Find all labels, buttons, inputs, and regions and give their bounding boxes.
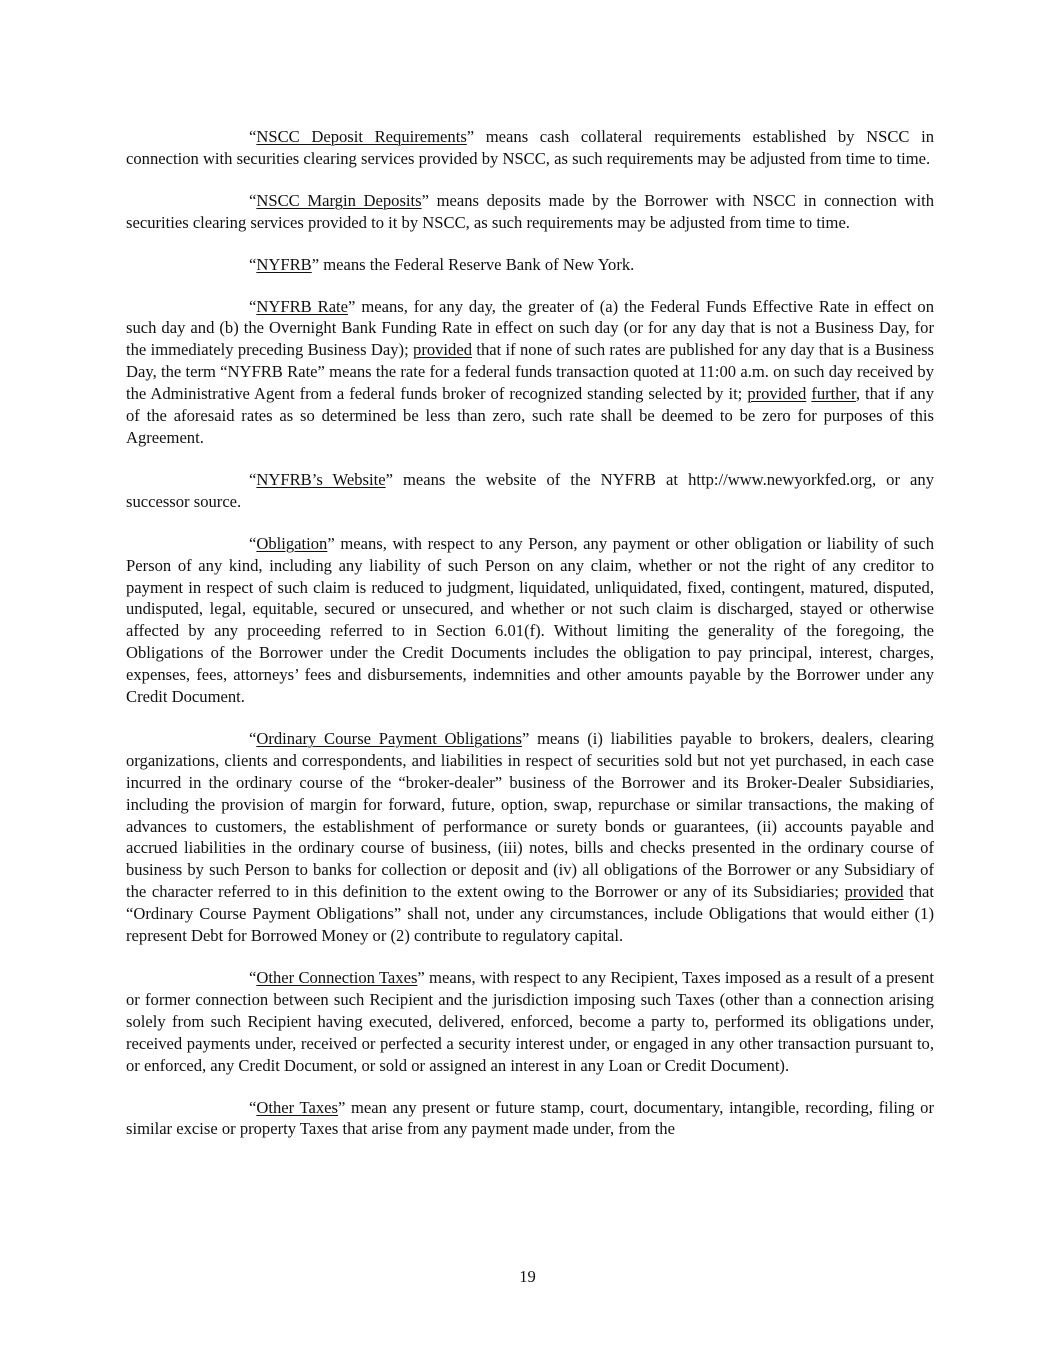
definition-text: ” means, for any day, the greater of (a) the Federal Funds Effective Rate in effect on such day and (b) the Overnight Bank Funding Rate in effect on such day (or for any day that is not a Business Day, for the immediately preceding Business Day); bbox=[126, 296, 934, 360]
definition-text: ” means deposits made by the Borrower with NSCC in connection with securities clearing services provided to it by NSCC, as such requirements may be adjusted from time to time. bbox=[126, 190, 934, 232]
defined-term: Obligation bbox=[256, 533, 328, 553]
defined-term: Other Taxes bbox=[256, 1097, 338, 1117]
definition-text: ” means the website of the NYFRB at http://www.newyorkfed.org, or any successor source. bbox=[126, 469, 934, 511]
definition-text: ” means, with respect to any Person, any payment or other obligation or liability of such Person of any kind, including any liability of such Person on any claim, whether or not the right of any creditor to payment in respect of such claim is reduced to judgment, liquidated, unliquidated, fixed, contingent, matured, disputed, undisputed, legal, equitable, secured or unsecured, and whether or not such claim is discharged, stayed or otherwise affected by any proceeding referred to in Section 6.01(f). Without limiting the generality of the foregoing, the Obligations of the Borrower under the Credit Documents includes the obligation to pay principal, interest, charges, expenses, fees, attorneys’ fees and disbursements, indemnities and other amounts payable by the Borrower under any Credit Document. bbox=[126, 533, 934, 707]
definition-text: ” means (i) liabilities payable to brokers, dealers, clearing organizations, clients and correspondents, and liabilities in respect of securities sold but not yet purchased, in each case incurred in the ordinary course of the “broker-dealer” business of the Borrower and its Broker-Dealer Subsidiaries, including the provision of margin for forward, future, option, swap, repurchase or similar transactions, the making of advances to customers, the establishment of performance or surety bonds or guarantees, (ii) accounts payable and accrued liabilities in the ordinary course of business, (iii) notes, bills and checks presented in the ordinary course of business by such Person to banks for collection or deposit and (iv) all obligations of the Borrower or any Subsidiary of the character referred to in this definition to the extent owing to the Borrower or any of its Subsidiaries; bbox=[126, 728, 934, 902]
definition-text: “ bbox=[249, 254, 257, 274]
definition-text: ” means, with respect to any Recipient, Taxes imposed as a result of a present or former connection between such Recipient and the jurisdiction imposing such Taxes (other than a connection arising solely from such Recipient having executed, delivered, enforced, become a party to, performed its obligations under, received payments under, received or perfected a security interest under, or engaged in any other transaction pursuant to, or enforced, any Credit Document, or sold or assigned an interest in any Loan or Credit Document). bbox=[126, 968, 934, 1075]
defined-term: further bbox=[811, 384, 856, 404]
definition-paragraph bbox=[126, 1097, 934, 1141]
definition-text: that “Ordinary Course Payment Obligations” shall not, under any circumstances, include Obligations that would either (1) represent Debt for Borrowed Money or (2) contribute to regulatory capital. bbox=[126, 882, 935, 946]
defined-term: NYFRB’s Website bbox=[256, 469, 386, 489]
page-number: 19 bbox=[519, 1267, 536, 1286]
definition-text: “ bbox=[249, 469, 257, 489]
definition-paragraph bbox=[126, 967, 934, 1077]
definition-text: “ bbox=[249, 728, 257, 748]
definition-paragraph bbox=[126, 728, 934, 947]
definition-text: ” mean any present or future stamp, court, documentary, intangible, recording, filing or similar excise or property Taxes that arise from any payment made under, from the bbox=[126, 1097, 934, 1139]
defined-term: NSCC Margin Deposits bbox=[256, 190, 422, 210]
definition-paragraph bbox=[126, 254, 934, 276]
definition-text: “ bbox=[249, 533, 257, 553]
definition-text: “ bbox=[249, 1097, 257, 1117]
definition-paragraph bbox=[126, 296, 934, 449]
defined-term: Ordinary Course Payment Obligations bbox=[256, 728, 522, 748]
document-page bbox=[126, 126, 934, 1160]
defined-term: NSCC Deposit Requirements bbox=[256, 127, 467, 146]
defined-term: provided bbox=[413, 340, 473, 360]
defined-term: Other Connection Taxes bbox=[256, 968, 418, 987]
definition-text: “ bbox=[249, 296, 257, 316]
definition-text: “ bbox=[249, 968, 257, 987]
definition-text: “ bbox=[249, 190, 257, 210]
defined-term: NYFRB Rate bbox=[256, 296, 349, 316]
definition-paragraph bbox=[126, 190, 934, 234]
definition-paragraph bbox=[126, 469, 934, 513]
defined-term: NYFRB bbox=[256, 254, 312, 274]
defined-term: provided bbox=[844, 882, 904, 902]
definition-text: , that if any of the aforesaid rates as so determined be less than zero, such rate shall be deemed to be zero for purposes of this Agreement. bbox=[126, 384, 934, 447]
definition-paragraph bbox=[126, 126, 934, 170]
definition-text: that if none of such rates are published for any day that is a Business Day, the term “NYFRB Rate” means the rate for a federal funds transaction quoted at 11:00 a.m. on such day received by the Administrative Agent from a federal funds broker of recognized standing selected by it; bbox=[126, 340, 934, 404]
definition-text: “ bbox=[249, 127, 257, 146]
definition-text: ” means the Federal Reserve Bank of New York. bbox=[311, 254, 635, 274]
defined-term: provided bbox=[747, 384, 807, 404]
definition-text: ” means cash collateral requirements established by NSCC in connection with securities clearing services provided by NSCC, as such requirements may be adjusted from time to time. bbox=[126, 127, 935, 168]
definition-paragraph bbox=[126, 533, 934, 708]
